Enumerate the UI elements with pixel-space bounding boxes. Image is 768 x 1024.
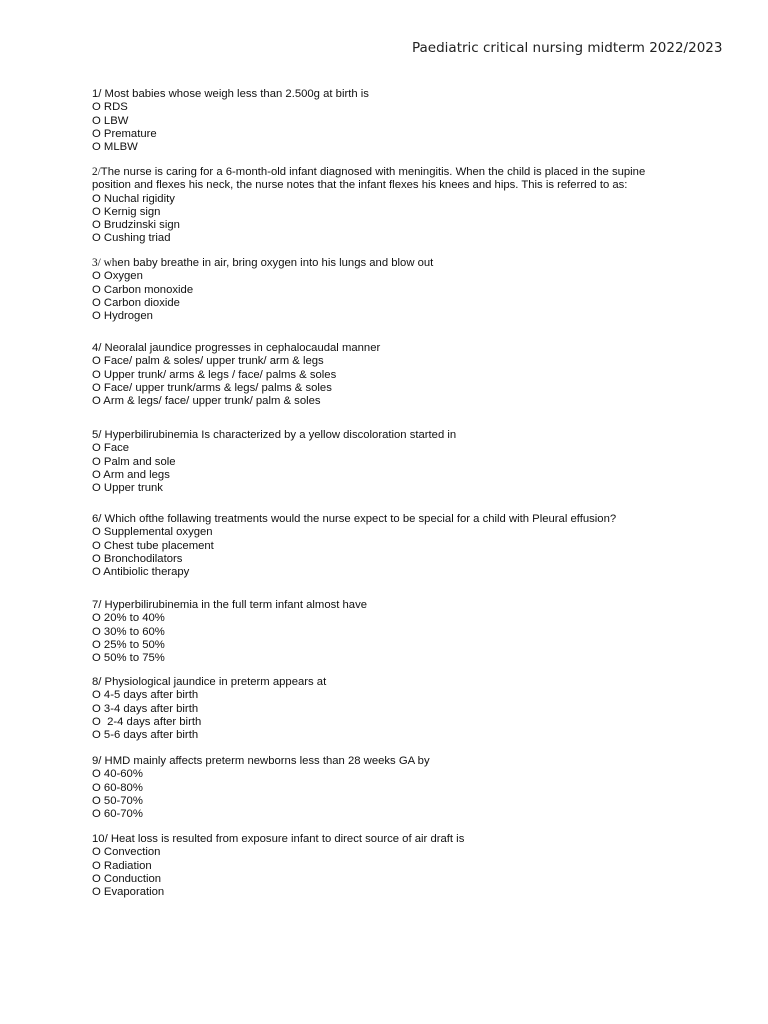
- option-d[interactable]: O MLBW: [92, 141, 138, 154]
- question-text: 1/ Most babies whose weigh less than 2.500g at birth is: [92, 88, 369, 100]
- option-b[interactable]: O Kernig sign: [92, 205, 161, 218]
- question-body: en baby breathe in air, bring oxygen into his lungs and blow out: [117, 257, 434, 269]
- option-a[interactable]: O Oxygen: [92, 270, 143, 283]
- question-body: The nurse is caring for a 6-month-old infant diagnosed with meningitis. When the child is placed in the supine position and flexes his neck, the nurse notes that the infant flexes his knees and hips. This is referred to as:: [92, 166, 646, 192]
- option-a[interactable]: O Nuchal rigidity: [92, 192, 175, 205]
- option-d[interactable]: O 5-6 days after birth: [92, 729, 199, 742]
- question-text: 9/ HMD mainly affects preterm newborns less than 28 weeks GA by: [92, 755, 430, 767]
- question-2: [92, 166, 672, 246]
- option-a[interactable]: O 20% to 40%: [92, 612, 165, 625]
- option-b[interactable]: O Radiation: [92, 859, 152, 872]
- question-text: 10/ Heat loss is resulted from exposure infant to direct source of air draft is: [92, 833, 465, 845]
- option-a[interactable]: O Supplemental oxygen: [92, 526, 213, 539]
- option-b[interactable]: O Carbon monoxide: [92, 283, 194, 296]
- option-c[interactable]: O 2-4 days after birth: [92, 715, 202, 728]
- option-c[interactable]: O Arm and legs: [92, 468, 170, 481]
- option-a[interactable]: O Face: [92, 442, 130, 455]
- question-text: [92, 257, 692, 270]
- option-c[interactable]: O Face/ upper trunk/arms & legs/ palms & soles: [92, 381, 332, 394]
- question-10: [92, 833, 692, 899]
- option-a[interactable]: O 4-5 days after birth: [92, 689, 199, 702]
- option-d[interactable]: O Arm & legs/ face/ upper trunk/ palm & soles: [92, 395, 321, 408]
- option-a[interactable]: O Convection: [92, 846, 161, 859]
- question-text: [92, 166, 672, 193]
- question-text: 8/ Physiological jaundice in preterm appears at: [92, 676, 327, 688]
- option-b[interactable]: O 30% to 60%: [92, 625, 165, 638]
- option-a[interactable]: O RDS: [92, 101, 128, 114]
- question-1: [92, 88, 692, 154]
- option-a[interactable]: O 40-60%: [92, 768, 143, 781]
- option-d[interactable]: O Evaporation: [92, 886, 165, 899]
- option-b[interactable]: O Palm and sole: [92, 455, 176, 468]
- option-c[interactable]: O Conduction: [92, 872, 162, 885]
- question-6: [92, 513, 712, 579]
- question-3: [92, 257, 692, 323]
- option-d[interactable]: O Cushing triad: [92, 232, 171, 245]
- question-5: [92, 429, 692, 495]
- option-c[interactable]: O Bronchodilators: [92, 552, 183, 565]
- option-c[interactable]: O Premature: [92, 127, 157, 140]
- option-c[interactable]: O 25% to 50%: [92, 638, 165, 651]
- question-text: 7/ Hyperbilirubinemia in the full term infant almost have: [92, 599, 368, 611]
- question-8: [92, 676, 692, 742]
- question-9: [92, 755, 692, 821]
- question-4: [92, 342, 692, 408]
- option-b[interactable]: O 60-80%: [92, 781, 143, 794]
- option-b[interactable]: O Chest tube placement: [92, 539, 214, 552]
- option-c[interactable]: O Carbon dioxide: [92, 296, 180, 309]
- option-b[interactable]: O 3-4 days after birth: [92, 702, 199, 715]
- question-number: 3/ wh: [92, 257, 118, 269]
- page-header-title: Paediatric critical nursing midterm 2022/2023: [412, 40, 723, 56]
- question-7: [92, 599, 692, 665]
- question-number: 2/: [92, 166, 101, 178]
- option-d[interactable]: O 60-70%: [92, 808, 143, 821]
- option-d[interactable]: O Hydrogen: [92, 310, 153, 323]
- question-text: 6/ Which ofthe follawing treatments would the nurse expect to be special for a child with Pleural effusion?: [92, 513, 617, 525]
- option-d[interactable]: O Antibiolic therapy: [92, 566, 190, 579]
- question-text: 5/ Hyperbilirubinemia Is characterized by a yellow discoloration started in: [92, 429, 457, 441]
- question-text: 4/ Neoralal jaundice progresses in cephalocaudal manner: [92, 342, 381, 354]
- option-b[interactable]: O LBW: [92, 114, 129, 127]
- option-b[interactable]: O Upper trunk/ arms & legs / face/ palms & soles: [92, 368, 337, 381]
- option-d[interactable]: O 50% to 75%: [92, 652, 165, 665]
- option-c[interactable]: O Brudzinski sign: [92, 219, 180, 232]
- option-a[interactable]: O Face/ palm & soles/ upper trunk/ arm & legs: [92, 355, 324, 368]
- option-c[interactable]: O 50-70%: [92, 794, 143, 807]
- option-d[interactable]: O Upper trunk: [92, 482, 163, 495]
